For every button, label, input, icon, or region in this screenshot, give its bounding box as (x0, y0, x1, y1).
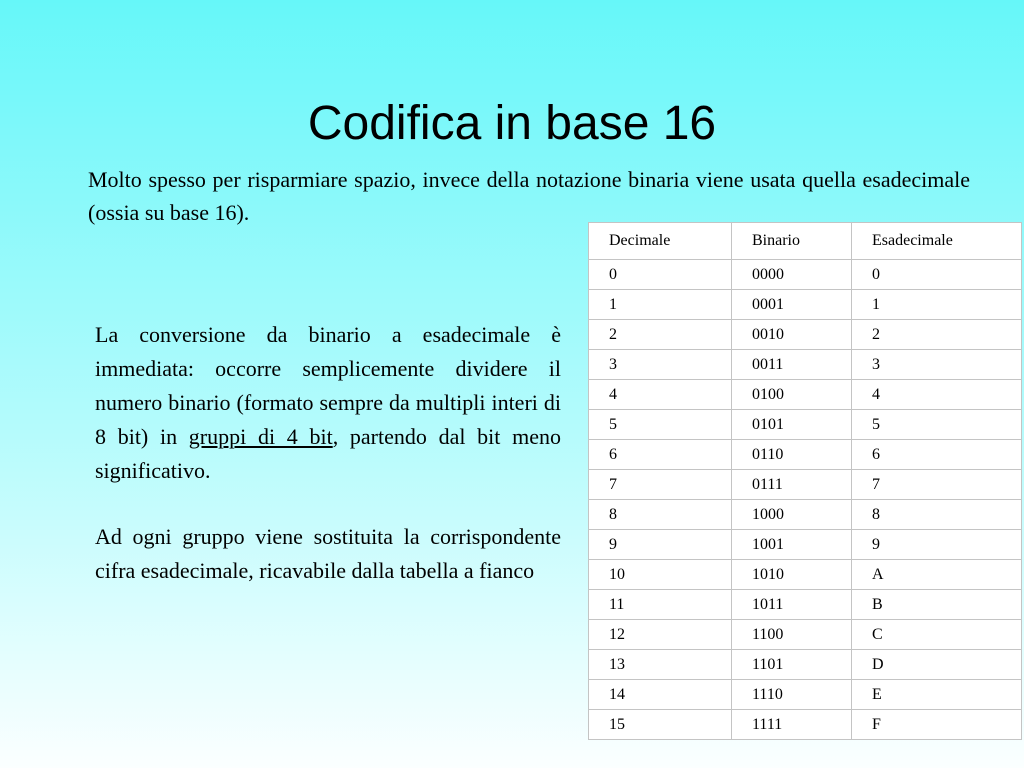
table-row (589, 260, 1022, 290)
conversion-text-start: La conversione da binario a esadecimale è immediata: occorre semplicemente dividere il numero binario (formato sempre da multipli interi di 8 bit) in (95, 322, 561, 449)
table-row (589, 560, 1022, 590)
table-row (589, 680, 1022, 710)
binary-cell: 0110 (732, 440, 852, 470)
header-hex: Esadecimale (852, 223, 1022, 260)
table-row (589, 530, 1022, 560)
binary-cell: 0000 (732, 260, 852, 290)
table-row (589, 440, 1022, 470)
decimal-cell: 14 (589, 680, 732, 710)
binary-cell: 0111 (732, 470, 852, 500)
hex-cell: F (852, 710, 1022, 740)
binary-cell: 1101 (732, 650, 852, 680)
hex-cell: C (852, 620, 1022, 650)
hex-cell: 7 (852, 470, 1022, 500)
binary-cell: 1011 (732, 590, 852, 620)
binary-cell: 0001 (732, 290, 852, 320)
conversion-paragraph (95, 318, 561, 488)
hex-cell: 0 (852, 260, 1022, 290)
hex-cell: 6 (852, 440, 1022, 470)
decimal-cell: 8 (589, 500, 732, 530)
decimal-cell: 15 (589, 710, 732, 740)
decimal-cell: 1 (589, 290, 732, 320)
binary-cell: 0011 (732, 350, 852, 380)
intro-text: Molto spesso per risparmiare spazio, invece della notazione binaria viene usata quella esadecimale (ossia su base 16). (88, 167, 970, 225)
hex-cell: E (852, 680, 1022, 710)
binary-cell: 0100 (732, 380, 852, 410)
table-row (589, 470, 1022, 500)
underlined-phrase: gruppi di 4 bit (188, 424, 333, 449)
decimal-cell: 12 (589, 620, 732, 650)
decimal-cell: 4 (589, 380, 732, 410)
binary-cell: 1001 (732, 530, 852, 560)
decimal-cell: 2 (589, 320, 732, 350)
table-row (589, 710, 1022, 740)
explanation-text (95, 318, 561, 588)
binary-cell: 1000 (732, 500, 852, 530)
hex-cell: 5 (852, 410, 1022, 440)
decimal-cell: 10 (589, 560, 732, 590)
hex-cell: 9 (852, 530, 1022, 560)
table-row (589, 650, 1022, 680)
decimal-cell: 13 (589, 650, 732, 680)
header-binary: Binario (732, 223, 852, 260)
table-row (589, 620, 1022, 650)
hex-cell: A (852, 560, 1022, 590)
hex-cell: B (852, 590, 1022, 620)
table-row (589, 350, 1022, 380)
table-row (589, 590, 1022, 620)
decimal-cell: 9 (589, 530, 732, 560)
decimal-cell: 11 (589, 590, 732, 620)
decimal-cell: 7 (589, 470, 732, 500)
header-decimal: Decimale (589, 223, 732, 260)
binary-cell: 1111 (732, 710, 852, 740)
decimal-cell: 6 (589, 440, 732, 470)
decimal-cell: 0 (589, 260, 732, 290)
table-row (589, 410, 1022, 440)
binary-cell: 1100 (732, 620, 852, 650)
binary-cell: 0101 (732, 410, 852, 440)
hex-cell: 2 (852, 320, 1022, 350)
decimal-cell: 3 (589, 350, 732, 380)
hex-cell: 3 (852, 350, 1022, 380)
table-header-row (589, 223, 1022, 260)
slide-title: Codifica in base 16 (307, 97, 717, 150)
decimal-cell: 5 (589, 410, 732, 440)
binary-cell: 0010 (732, 320, 852, 350)
table-row (589, 500, 1022, 530)
table-row (589, 320, 1022, 350)
table-body (589, 260, 1022, 740)
table-row (589, 290, 1022, 320)
conversion-table (588, 222, 1022, 740)
binary-cell: 1010 (732, 560, 852, 590)
hex-cell: 8 (852, 500, 1022, 530)
hex-cell: 4 (852, 380, 1022, 410)
substitution-paragraph: Ad ogni gruppo viene sostituita la corrispondente cifra esadecimale, ricavabile dalla tabella a fianco (95, 524, 561, 583)
table-row (589, 380, 1022, 410)
hex-cell: D (852, 650, 1022, 680)
conversion-text-end: , partendo dal bit meno significativo. (95, 424, 561, 483)
hex-cell: 1 (852, 290, 1022, 320)
binary-cell: 1110 (732, 680, 852, 710)
